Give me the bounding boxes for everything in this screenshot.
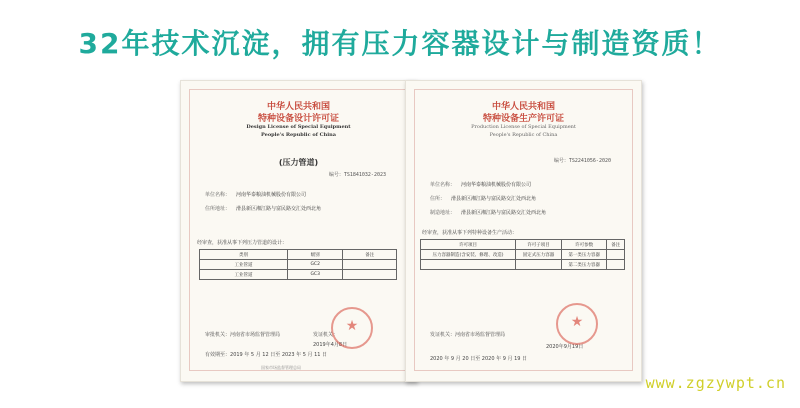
issuing-authority: 发证机关：河南省市场监督管理局 [430,332,506,338]
validity-period: 有效期至：2019 年 5 月 12 日至 2023 年 5 月 11 日 [205,352,328,358]
table-header: 备注 [343,250,397,260]
certificate-number: 编号：TS1841032-2023 [328,172,386,178]
unit-name-value: 河南华泰粮油机械股份有限公司 [236,192,307,198]
site-field [430,209,546,216]
site-value: 滑县新区湘江路与富民路交汇处西北角 [461,210,547,216]
table-header: 类别 [200,250,288,260]
scope-intro: 经审查，获准从事下列特种设备生产活动： [422,230,518,236]
scope-intro: 经审查，获准从事下列压力管道的设计： [197,240,288,246]
site-label: 制造地址： [430,210,456,216]
table-header: 备注 [607,240,625,250]
certificate-number: 编号：TS2241056-2020 [553,158,611,164]
certificate-type: (压力管道) [278,158,319,167]
certificate-subtitle-english: People's Republic of China [261,132,336,138]
issue-date: 2020年9月19日 [546,344,584,350]
table-row: 工业管道 GC3 [200,270,397,280]
certificate-title: 特种设备设计许可证 [257,114,339,124]
address-label: 住所： [430,196,446,202]
scope-table [199,249,397,280]
certificate-subtitle-english: People's Republic of China [489,132,558,138]
scope-table [420,239,625,270]
issue-date: 2019年4月8日 [313,342,348,348]
address-value: 滑县新区湘江路与富民路交汇处西北角 [236,206,322,212]
table-header: 许可项目 [421,240,516,250]
unit-name-label: 单位名称： [205,192,231,198]
unit-name-field [205,191,306,198]
address-field [205,205,321,212]
official-seal-icon: ★ [331,307,373,349]
unit-name-value: 河南华泰粮油机械股份有限公司 [461,182,532,188]
table-header: 许可参数 [561,240,607,250]
site-watermark: www.zgzywpt.cn [645,374,786,392]
table-row: 工业管道 GC2 [200,260,397,270]
table-header: 级别 [287,250,342,260]
certificate-title-country: 中华人民共和国 [266,102,330,112]
headline: 32年技术沉淀，拥有压力容器设计与制造资质！ [78,27,722,60]
certificate-title-english: Design License of Special Equipment [246,124,351,130]
certificate-title: 特种设备生产许可证 [482,114,564,124]
address-label: 住所地址： [205,206,231,212]
unit-name-label: 单位名称： [430,182,456,188]
address-value: 滑县新区湘江路与富民路交汇处西北角 [451,196,537,202]
address-field [430,195,536,202]
production-license-certificate [405,80,642,382]
certificate-title-english: Production License of Special Equipment [471,124,576,130]
validity-period: 2020 年 9 月 20 日至 2020 年 9 月 19 日 [430,356,528,362]
certificate-title-country: 中华人民共和国 [491,102,555,112]
approval-authority: 审批机关：河南省市场监督管理局 [205,332,281,338]
table-row: 第二类压力容器 [421,260,625,270]
issuing-authority-label: 发证机关： [313,332,339,338]
design-license-certificate [180,80,417,382]
official-seal-icon: ★ [556,303,598,345]
unit-name-field [430,181,531,188]
table-row: 压力容器制造(含安装、修理、改造) 固定式压力容器 第一类压力容器 [421,250,625,260]
footer-note: 国家市场监督管理总局 [261,365,301,370]
table-header: 许可子项目 [516,240,562,250]
